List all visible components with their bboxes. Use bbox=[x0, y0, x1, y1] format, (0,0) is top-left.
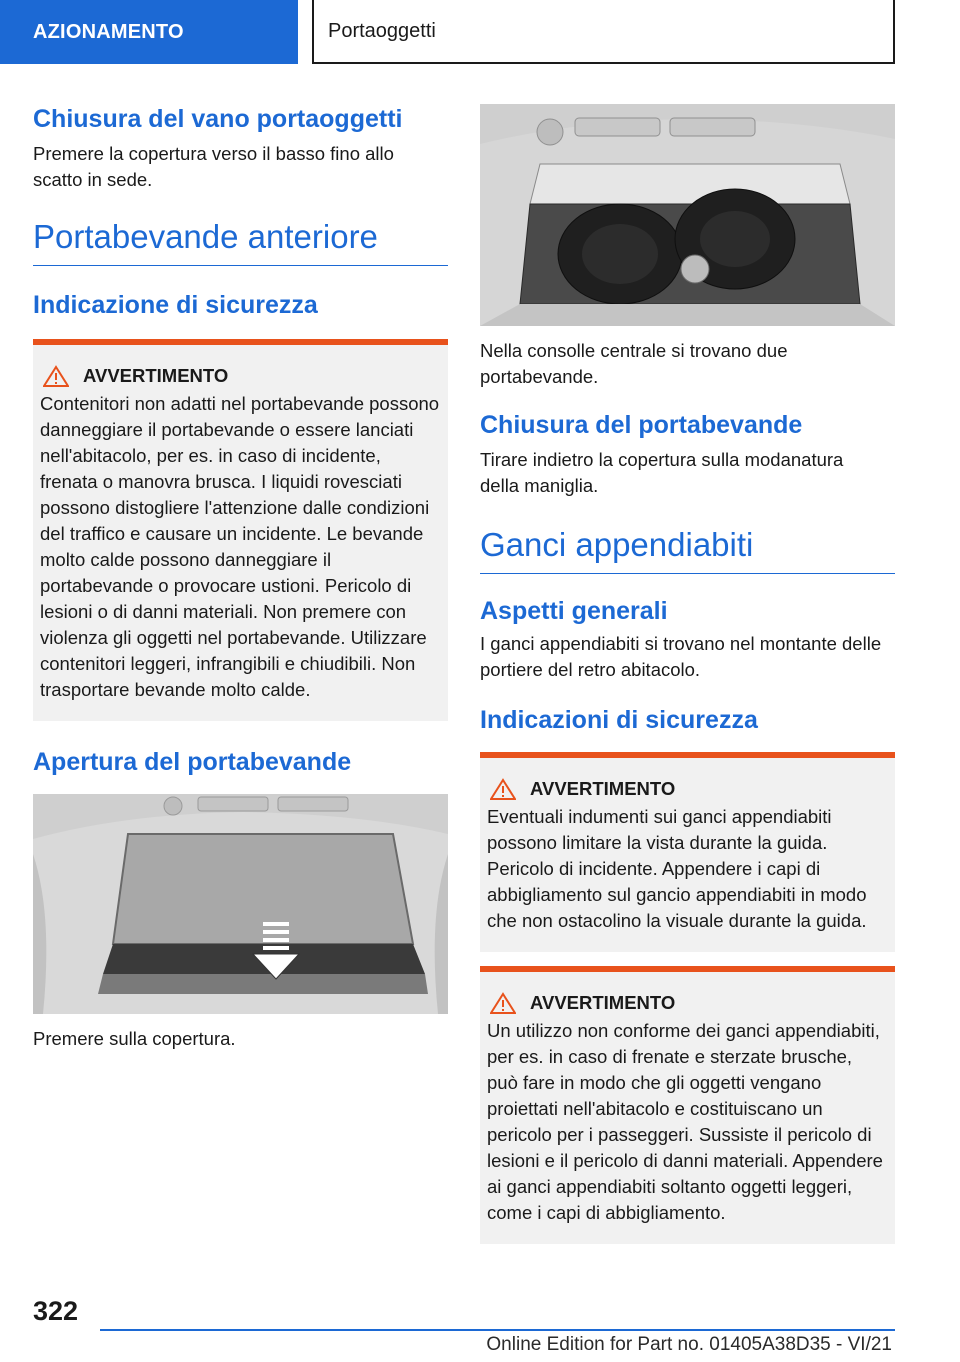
cupholder-section-title: Portabevande anteriore bbox=[33, 217, 448, 266]
warning-label-2: AVVERTIMENTO bbox=[530, 992, 676, 1014]
general-title: Aspetti generali bbox=[480, 596, 668, 625]
warning-text-1: Eventuali indumenti sui ganci appendiabiti possono limitare la vista durante la guida. Pericolo di incidente. Appendere i capi di abbigliamento sul gancio appendiabiti in modo che non ostacolino la visuale durante la guida. bbox=[487, 806, 867, 932]
warning-text-2: Un utilizzo non conforme dei ganci appendiabiti, per es. in caso di frenate e sterzate brusche, può fare in modo che gli oggetti vengano proiettati nell'abitacolo e costituiscano un pericolo per i passeggeri. Sussiste il pericolo di lesioni e il pericolo di danni materiali. Appendere ai ganci appendiabiti soltanto oggetti leggeri, come i capi di abbigliamento. bbox=[487, 1020, 883, 1224]
safety-notes-title: Indicazioni di sicurezza bbox=[480, 706, 758, 735]
hooks-section-title: Ganci appendiabiti bbox=[480, 525, 895, 574]
photo-caption: Nella consolle centrale si trovano due portabevande. bbox=[480, 340, 788, 387]
opening-title: Apertura del portabevande bbox=[33, 748, 352, 777]
warning-label: AVVERTIMENTO bbox=[83, 365, 229, 387]
page-number: 322 bbox=[33, 1296, 79, 1326]
header-section: AZIONAMENTO bbox=[0, 0, 298, 64]
warning-heading bbox=[43, 365, 440, 387]
closing-cupholder-text: Tirare indietro la copertura sulla modanatura della maniglia. bbox=[480, 449, 844, 497]
right-column bbox=[480, 104, 895, 1244]
header-chapter: Portaoggetti bbox=[312, 0, 895, 64]
general-text: I ganci appendiabiti si trovano nel montante delle portiere del retro abitacolo. bbox=[480, 633, 882, 681]
opening-caption: Premere sulla copertura. bbox=[33, 1028, 236, 1050]
warning-label-1: AVVERTIMENTO bbox=[530, 778, 676, 800]
safety-title: Indicazione di sicurezza bbox=[33, 290, 318, 319]
footer-divider bbox=[100, 1329, 895, 1331]
warning-heading-1 bbox=[490, 778, 887, 800]
warning-triangle-icon bbox=[490, 992, 516, 1014]
warning-triangle-icon bbox=[490, 778, 516, 800]
closing-compartment-title: Chiusura del vano portaoggetti bbox=[33, 105, 403, 133]
footer-edition: Online Edition for Part no. 01405A38D35 - VI/21 bbox=[486, 1334, 892, 1355]
left-column bbox=[33, 104, 448, 1052]
warning-text: Contenitori non adatti nel portabevande possono danneggiare il portabevande o essere lanciati nell'abitacolo, per es. in caso di incidente, frenata o manovra brusca. I liquidi rovesciati possono distogliere l'attenzione dalle condizioni del traffico e causare un incidente. Le bevande molto calde possono danneggiare il portabevande o provocare ustioni. Pericolo di lesioni o di danni materiali. Non premere con violenza gli oggetti nel portabevande. Utilizzare contenitori leggeri, infrangibili e chiudibili. Non trasportare bevande molto calde. bbox=[40, 393, 440, 701]
cupholder-closed-photo bbox=[33, 794, 448, 1014]
warning-heading-2 bbox=[490, 992, 887, 1014]
cupholder-open-photo bbox=[480, 104, 895, 326]
warning-box bbox=[33, 339, 448, 721]
warning-box-2 bbox=[480, 966, 895, 1244]
warning-triangle-icon bbox=[43, 365, 69, 387]
closing-cupholder-title: Chiusura del portabevande bbox=[480, 411, 803, 439]
closing-compartment-text: Premere la copertura verso il basso fino allo scatto in sede. bbox=[33, 143, 394, 191]
warning-box-1 bbox=[480, 752, 895, 952]
